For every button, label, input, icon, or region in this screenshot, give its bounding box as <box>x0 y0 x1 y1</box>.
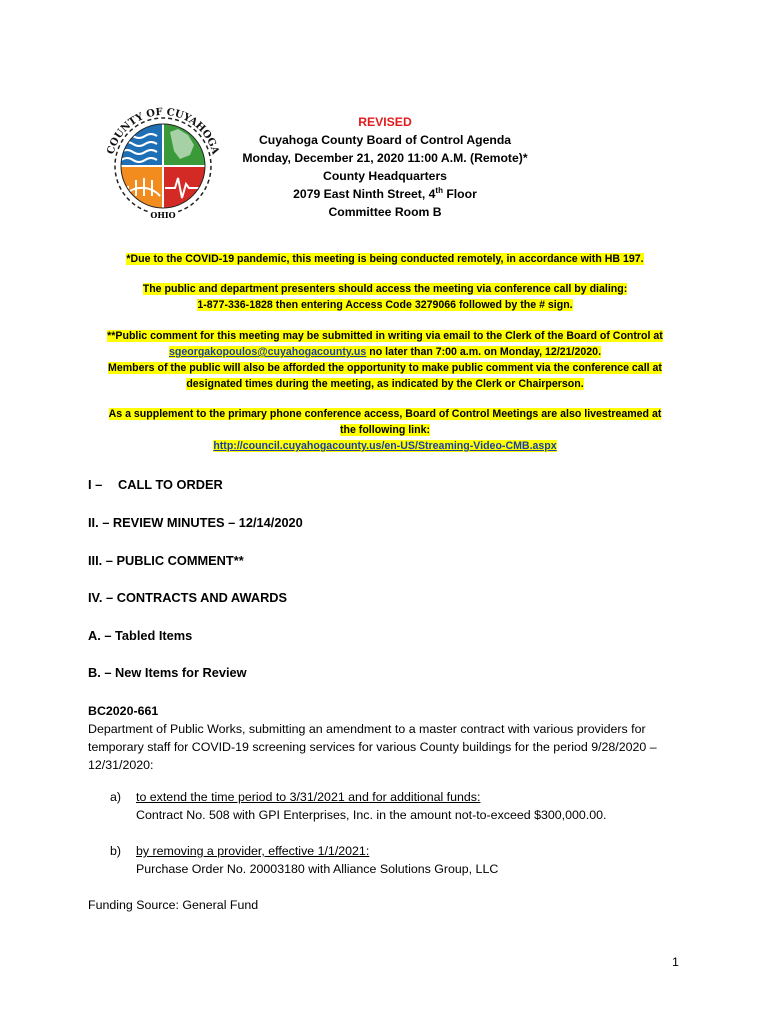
section-tabled-items: A. – Tabled Items <box>88 628 193 643</box>
item-description-line: Department of Public Works, submitting an amendment to a master contract with various providers for <box>88 722 646 736</box>
sub-item-detail: Contract No. 508 with GPI Enterprises, Inc. in the amount not-to-exceed $300,000.00. <box>136 808 607 822</box>
section-call-to-order: I – CALL TO ORDER <box>88 477 223 492</box>
section-contracts-awards: IV. – CONTRACTS AND AWARDS <box>88 590 288 605</box>
meeting-location: County Headquarters <box>323 169 447 183</box>
agenda-item <box>88 702 688 774</box>
sub-item-heading: to extend the time period to 3/31/2021 and for additional funds: <box>136 790 481 804</box>
sub-item-heading: by removing a provider, effective 1/1/2021: <box>136 844 370 858</box>
page-number: 1 <box>672 955 679 969</box>
funding-source: Funding Source: General Fund <box>88 898 259 912</box>
clerk-email-link[interactable]: sgeorgakopoulos@cuyahogacounty.us <box>168 346 367 358</box>
item-id: BC2020-661 <box>88 704 159 718</box>
item-description-line: 12/31/2020: <box>88 758 154 772</box>
meeting-room: Committee Room B <box>328 205 442 219</box>
section-review-minutes: II. – REVIEW MINUTES – 12/14/2020 <box>88 515 303 530</box>
meeting-datetime: Monday, December 21, 2020 11:00 A.M. (Remote)* <box>242 151 528 165</box>
revised-label: REVISED <box>358 115 412 129</box>
meeting-address: 2079 East Ninth Street, 4th Floor <box>293 185 477 201</box>
agenda-title: Cuyahoga County Board of Control Agenda <box>258 133 512 147</box>
seal-bottom-text: OHIO <box>150 210 176 220</box>
sub-item-detail: Purchase Order No. 20003180 with Alliance Solutions Group, LLC <box>136 862 499 876</box>
covid-notice: *Due to the COVID-19 pandemic, this meeting is being conducted remotely, in accordance with HB 197. <box>126 253 644 265</box>
sub-item-b: b) by removing a provider, effective 1/1/2021: Purchase Order No. 20003180 with Alliance Solutions Group, LLC <box>110 842 670 878</box>
section-public-comment: III. – PUBLIC COMMENT** <box>88 553 244 568</box>
seal-top-text: COUNTY OF CUYAHOGA <box>105 106 221 156</box>
item-description-line: temporary staff for COVID-19 screening services for various County buildings for the period 9/28/2020 – <box>88 740 657 754</box>
livestream-link[interactable]: http://council.cuyahogacounty.us/en-US/Streaming-Video-CMB.aspx <box>213 440 557 452</box>
phone-notice: The public and department presenters should access the meeting via conference call by dialing: 1-877-336-1828 then entering Access Code 3279066 followed by the # sign. <box>142 283 628 311</box>
sub-item-a: a) to extend the time period to 3/31/2021 and for additional funds: Contract No. 508 with GPI Enterprises, Inc. in the amount not-to-exceed $300,000.00. <box>110 788 670 824</box>
section-new-items: B. – New Items for Review <box>88 665 247 680</box>
agenda-header <box>200 113 570 221</box>
public-comment-notice: **Public comment for this meeting may be submitted in writing via email to the Clerk of the Board of Control at sgeorgakopoulos@cuyahogacounty.us no later than 7:00 a.m. on Monday, 12/21/2020. Members of the public will also be afforded the opportunity to make public comment via the conference call at designated times during the meeting, as indicated by the Clerk or Chairperson. <box>107 330 663 390</box>
livestream-notice: As a supplement to the primary phone conference access, Board of Control Meetings are also livestreamed at the following link: http://council.cuyahogacounty.us/en-US/Streaming-Video-CMB.aspx <box>108 408 662 452</box>
